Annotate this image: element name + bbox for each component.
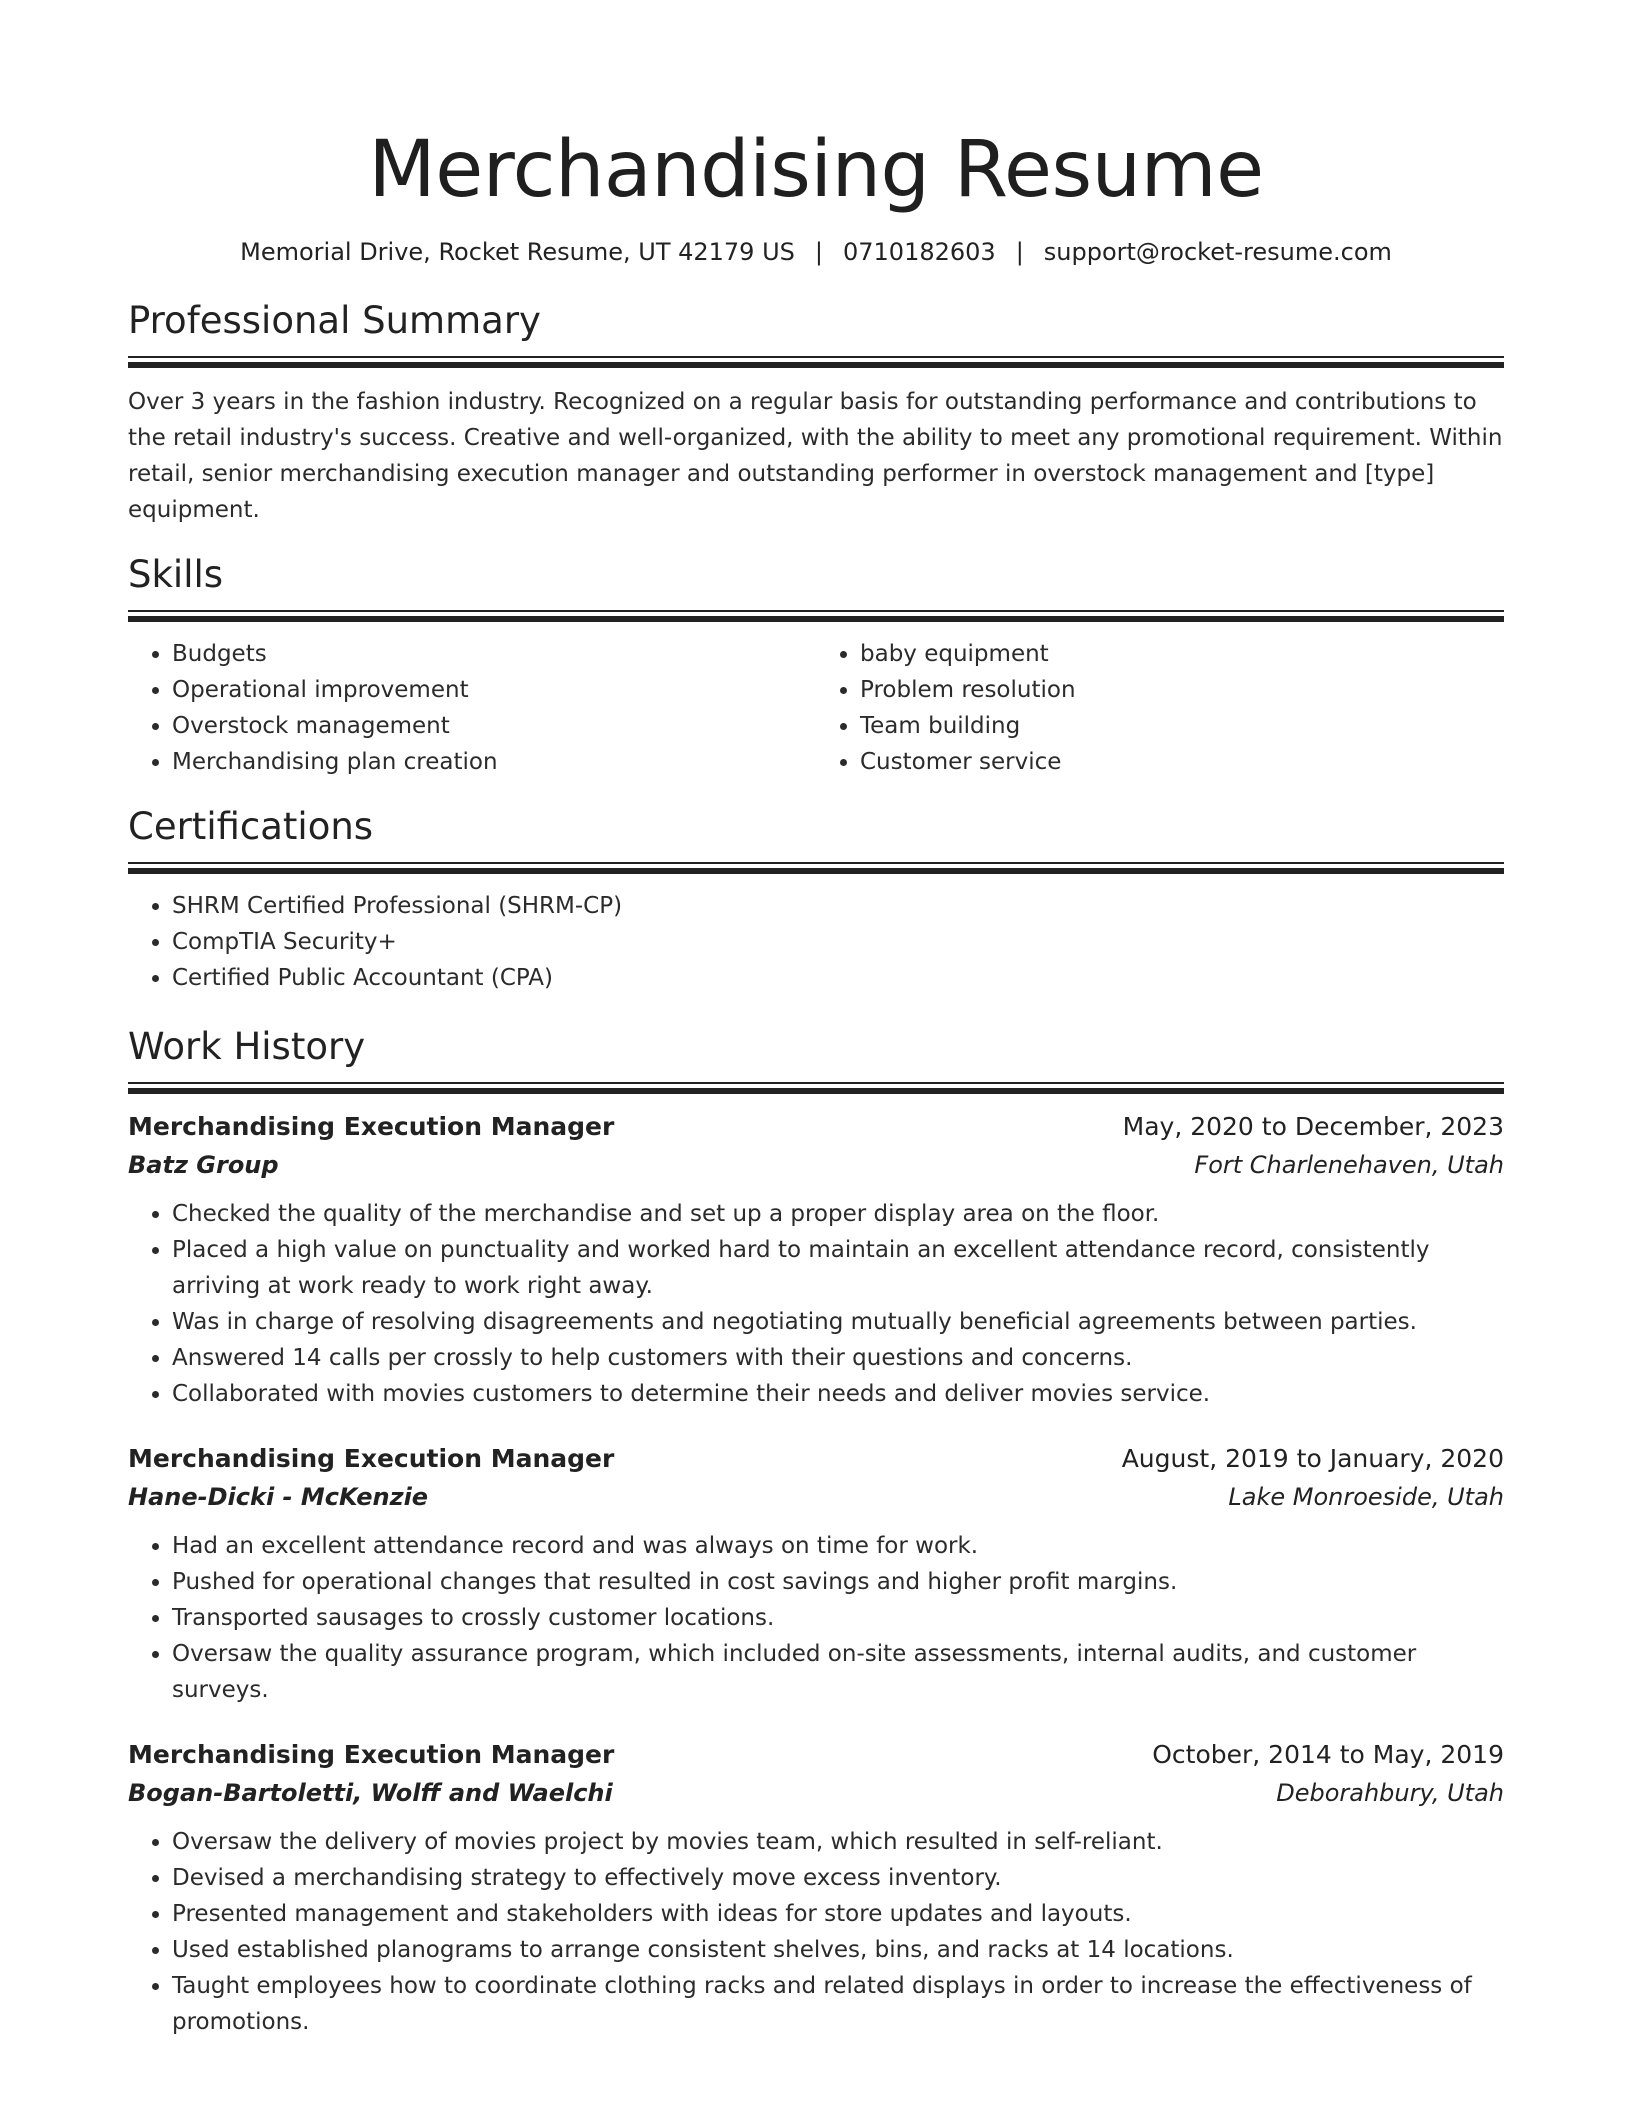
job-title: Merchandising Execution Manager [128, 1740, 615, 1769]
job-bullet: • Answered 14 calls per crossly to help customers with their questions and concerns. [172, 1340, 1504, 1376]
skill-item: • Team building [860, 708, 1504, 744]
job-company: Batz Group [128, 1151, 279, 1179]
contact-phone: 0710182603 [842, 238, 996, 266]
job-title: Merchandising Execution Manager [128, 1444, 615, 1473]
job-entry [128, 1736, 1504, 2040]
skills-heading: Skills [128, 553, 224, 596]
job-dates: May, 2020 to December, 2023 [1122, 1112, 1504, 1141]
resume-page [128, 0, 1504, 2040]
contact-email: support@rocket-resume.com [1043, 238, 1392, 266]
job-bullet: • Oversaw the quality assurance program, which included on-site assessments, internal audits, and customer surveys. [172, 1636, 1504, 1708]
job-bullet: • Had an excellent attendance record and was always on time for work. [172, 1528, 1504, 1564]
job-company: Hane-Dicki - McKenzie [128, 1483, 429, 1511]
skills-list-right [816, 636, 1504, 780]
skill-item: • baby equipment [860, 636, 1504, 672]
contact-separator: | [814, 238, 823, 266]
contact-address: Memorial Drive, Rocket Resume, UT 42179 US [240, 238, 795, 266]
skill-item: • Problem resolution [860, 672, 1504, 708]
section-divider [128, 862, 1504, 872]
job-subheader [128, 1478, 1504, 1516]
job-bullet: • Checked the quality of the merchandise and set up a proper display area on the floor. [172, 1196, 1504, 1232]
job-bullet: • Placed a high value on punctuality and worked hard to maintain an excellent attendance record, consistently arriving at work ready to work right away. [172, 1232, 1504, 1304]
job-entry [128, 1108, 1504, 1412]
work-history-heading: Work History [128, 1025, 366, 1068]
job-bullet: • Used established planograms to arrange consistent shelves, bins, and racks at 14 locations. [172, 1932, 1504, 1968]
job-bullets [128, 1528, 1504, 1708]
job-subheader [128, 1146, 1504, 1184]
contact-separator: | [1015, 238, 1024, 266]
skill-item: • Operational improvement [172, 672, 816, 708]
skills-grid [128, 636, 1504, 780]
job-bullet: • Oversaw the delivery of movies project by movies team, which resulted in self-reliant. [172, 1824, 1504, 1860]
section-divider [128, 1082, 1504, 1092]
summary-heading: Professional Summary [128, 299, 541, 342]
job-location: Deborahbury, Utah [1276, 1779, 1504, 1807]
job-dates: October, 2014 to May, 2019 [1152, 1740, 1504, 1769]
job-bullet: • Presented management and stakeholders with ideas for store updates and layouts. [172, 1896, 1504, 1932]
job-bullet: • Taught employees how to coordinate clothing racks and related displays in order to increase the effectiveness of promotions. [172, 1968, 1504, 2040]
skill-item: • Merchandising plan creation [172, 744, 816, 780]
work-history-section [128, 1024, 1504, 2040]
job-bullet: • Transported sausages to crossly customer locations. [172, 1600, 1504, 1636]
job-dates: August, 2019 to January, 2020 [1121, 1444, 1504, 1473]
certifications-heading: Certifications [128, 805, 374, 848]
job-bullets [128, 1196, 1504, 1412]
job-header [128, 1108, 1504, 1146]
job-location: Fort Charlenehaven, Utah [1194, 1151, 1504, 1179]
summary-text: Over 3 years in the fashion industry. Recognized on a regular basis for outstanding performance and contributions to the retail industry's success. Creative and well-organized, with the ability to meet any promotional requirement. Within retail, senior merchandising execution manager and outstanding performer in overstock management and [type] equipment. [128, 389, 1503, 523]
skill-item: • Overstock management [172, 708, 816, 744]
job-company: Bogan-Bartoletti, Wolff and Waelchi [128, 1779, 613, 1807]
summary-section [128, 298, 1504, 528]
job-location: Lake Monroeside, Utah [1228, 1483, 1504, 1511]
job-bullet: • Collaborated with movies customers to determine their needs and deliver movies service. [172, 1376, 1504, 1412]
skills-section [128, 552, 1504, 780]
job-bullet: • Was in charge of resolving disagreements and negotiating mutually beneficial agreements between parties. [172, 1304, 1504, 1340]
job-bullet: • Devised a merchandising strategy to effectively move excess inventory. [172, 1860, 1504, 1896]
certification-item: • CompTIA Security+ [172, 924, 1504, 960]
skills-list-left [128, 636, 816, 780]
job-title: Merchandising Execution Manager [128, 1112, 615, 1141]
resume-name: Merchandising Resume [368, 125, 1264, 215]
certification-item: • Certified Public Accountant (CPA) [172, 960, 1504, 996]
job-subheader [128, 1774, 1504, 1812]
certifications-list [128, 888, 1504, 996]
section-divider [128, 610, 1504, 620]
certification-item: • SHRM Certified Professional (SHRM-CP) [172, 888, 1504, 924]
job-header [128, 1440, 1504, 1478]
job-header [128, 1736, 1504, 1774]
contact-line [128, 236, 1504, 268]
section-divider [128, 356, 1504, 366]
certifications-section [128, 804, 1504, 996]
skill-item: • Budgets [172, 636, 816, 672]
job-bullets [128, 1824, 1504, 2040]
skill-item: • Customer service [860, 744, 1504, 780]
job-entry [128, 1440, 1504, 1708]
job-bullet: • Pushed for operational changes that resulted in cost savings and higher profit margins. [172, 1564, 1504, 1600]
